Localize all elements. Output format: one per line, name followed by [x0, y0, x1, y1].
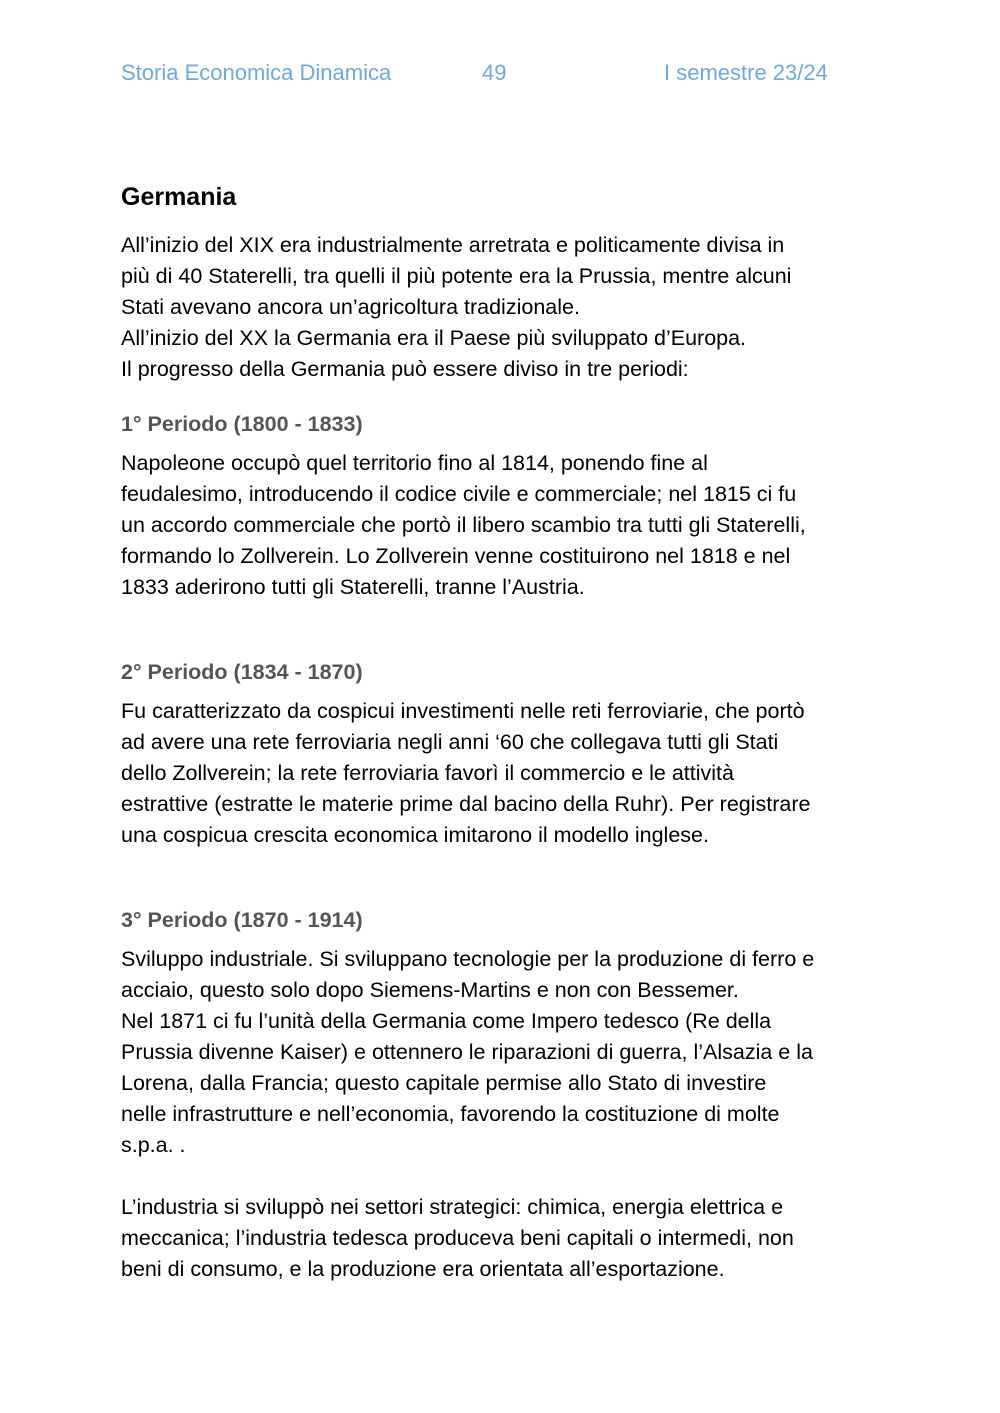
header-page-number: 49: [482, 60, 507, 85]
paragraph-line: Nel 1871 ci fu l’unità della Germania come Impero tedesco (Re della: [121, 1009, 772, 1033]
period-1-heading: 1° Periodo (1800 - 1833): [121, 412, 363, 436]
intro-line: All’inizio del XIX era industrialmente arretrata e politicamente divisa in: [121, 233, 785, 257]
paragraph-line: ad avere una rete ferroviaria negli anni ‘60 che collegava tutti gli Stati: [121, 730, 779, 754]
document-body: [121, 180, 891, 1285]
period-3-paragraph: [121, 944, 891, 1161]
period-2-paragraph: [121, 696, 891, 851]
paragraph-line: una cospicua crescita economica imitarono il modello inglese.: [121, 823, 709, 847]
paragraph-line: dello Zollverein; la rete ferroviaria favorì il commercio e le attività: [121, 761, 734, 785]
period-2-heading: 2° Periodo (1834 - 1870): [121, 660, 363, 684]
intro-line: Stati avevano ancora un’agricoltura tradizionale.: [121, 295, 580, 319]
page-header: [0, 60, 1000, 90]
paragraph-line: acciaio, questo solo dopo Siemens-Martins e non con Bessemer.: [121, 978, 739, 1002]
paragraph-line: Lorena, dalla Francia; questo capitale permise allo Stato di investire: [121, 1071, 767, 1095]
period-3-heading: 3° Periodo (1870 - 1914): [121, 908, 363, 932]
intro-line: Il progresso della Germania può essere diviso in tre periodi:: [121, 357, 689, 381]
period-1-paragraph: [121, 448, 891, 603]
paragraph-line: Sviluppo industriale. Si sviluppano tecnologie per la produzione di ferro e: [121, 947, 815, 971]
paragraph-line: 1833 aderirono tutti gli Staterelli, tranne l’Austria.: [121, 575, 585, 599]
paragraph-line: L’industria si sviluppò nei settori strategici: chimica, energia elettrica e: [121, 1195, 784, 1219]
paragraph-line: estrattive (estratte le materie prime dal bacino della Ruhr). Per registrare: [121, 792, 811, 816]
paragraph-line: Prussia divenne Kaiser) e ottennero le riparazioni di guerra, l’Alsazia e la: [121, 1040, 813, 1064]
paragraph-line: feudalesimo, introducendo il codice civile e commerciale; nel 1815 ci fu: [121, 482, 797, 506]
paragraph-line: Napoleone occupò quel territorio fino al 1814, ponendo fine al: [121, 451, 708, 475]
paragraph-line: un accordo commerciale che portò il libero scambio tra tutti gli Staterelli,: [121, 513, 806, 537]
intro-paragraph: [121, 230, 891, 385]
intro-line: All’inizio del XX la Germania era il Paese più sviluppato d’Europa.: [121, 326, 747, 350]
section-title: Germania: [121, 183, 237, 211]
period-3-industry-paragraph: [121, 1192, 891, 1285]
paragraph-line: nelle infrastrutture e nell’economia, favorendo la costituzione di molte: [121, 1102, 780, 1126]
paragraph-line: meccanica; l’industria tedesca produceva beni capitali o intermedi, non: [121, 1226, 794, 1250]
header-semester: I semestre 23/24: [664, 60, 828, 85]
paragraph-line: beni di consumo, e la produzione era orientata all’esportazione.: [121, 1257, 725, 1281]
header-course-title: Storia Economica Dinamica: [121, 60, 392, 85]
intro-line: più di 40 Staterelli, tra quelli il più potente era la Prussia, mentre alcuni: [121, 264, 792, 288]
paragraph-line: s.p.a. .: [121, 1133, 186, 1157]
paragraph-line: formando lo Zollverein. Lo Zollverein venne costituirono nel 1818 e nel: [121, 544, 791, 568]
paragraph-line: Fu caratterizzato da cospicui investimenti nelle reti ferroviarie, che portò: [121, 699, 805, 723]
